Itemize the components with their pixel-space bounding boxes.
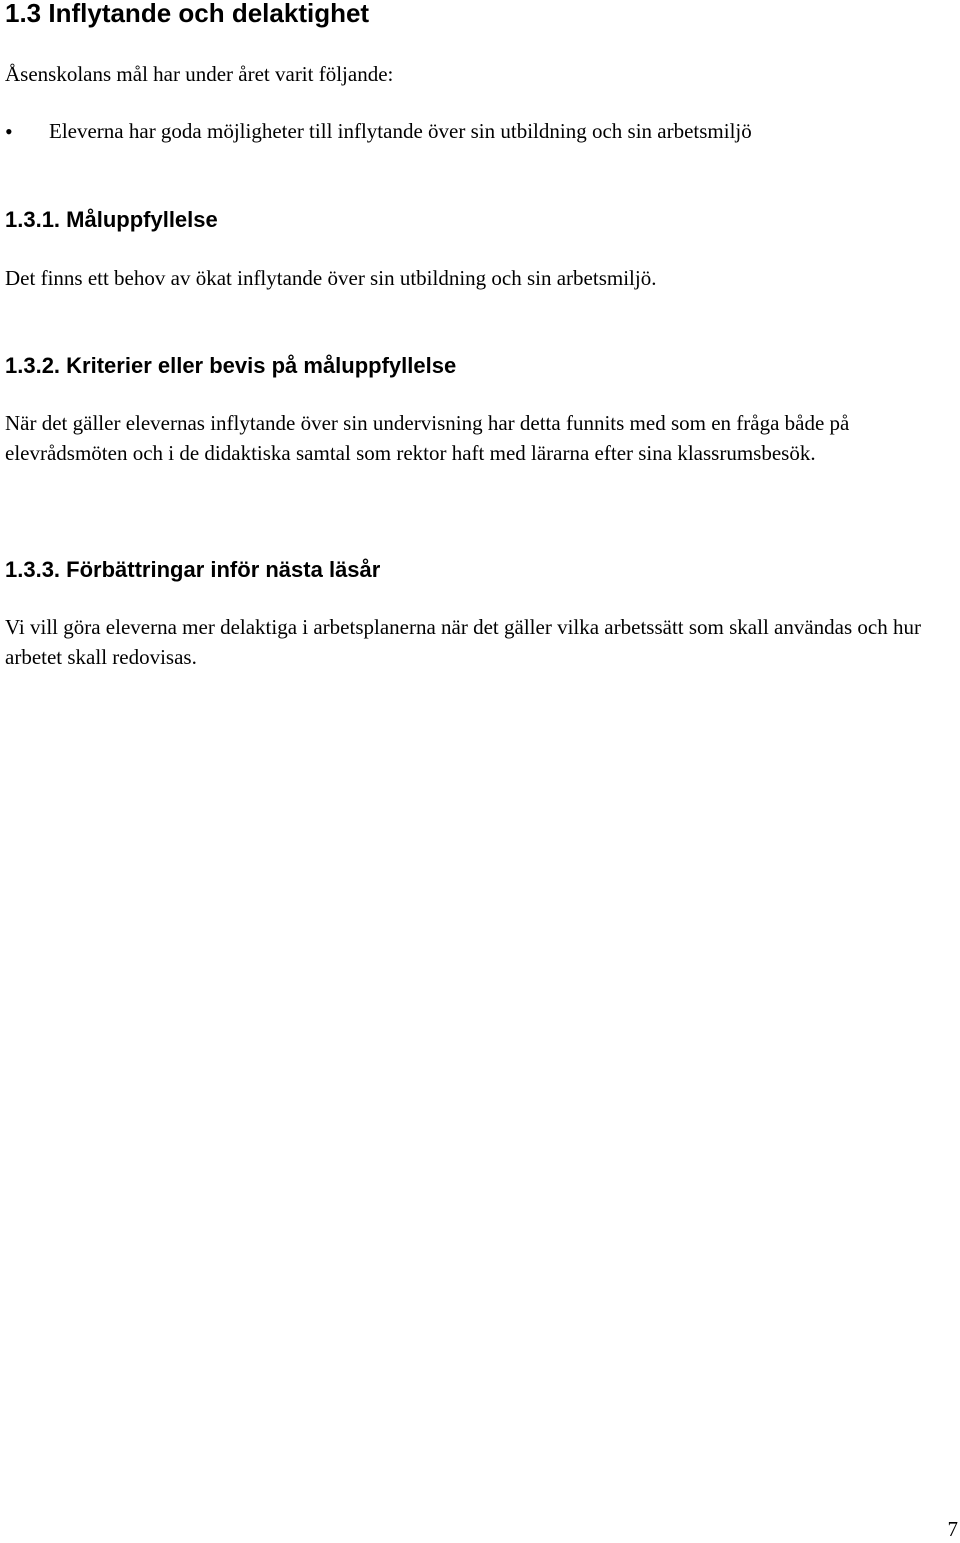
subsection-title-kriterier: 1.3.2. Kriterier eller bevis på måluppfyllelse <box>5 353 457 378</box>
bullet-icon: • <box>5 119 13 144</box>
page-number: 7 <box>947 1517 958 1541</box>
subsection-title-maluppfyllelse: 1.3.1. Måluppfyllelse <box>5 207 218 232</box>
section-title: 1.3 Inflytande och delaktighet <box>5 0 370 28</box>
section-intro: Åsenskolans mål har under året varit följande: <box>5 62 394 86</box>
subsection-title-forbattringar: 1.3.3. Förbättringar inför nästa läsår <box>5 557 381 582</box>
subsection-text-kriterier: När det gäller elevernas inflytande över sin undervisning har detta funnits med som en fråga både på elevrådsmöten och i de didaktiska samtal som rektor haft med lärarna efter sina klassrumsbesök. <box>5 411 850 465</box>
goal-text: Eleverna har goda möjligheter till inflytande över sin utbildning och sin arbetsmiljö <box>49 119 752 143</box>
subsection-text-maluppfyllelse: Det finns ett behov av ökat inflytande över sin utbildning och sin arbetsmiljö. <box>5 266 657 290</box>
subsection-text-forbattringar: Vi vill göra eleverna mer delaktiga i arbetsplanerna när det gäller vilka arbetssätt som skall användas och hur arbetet skall redovisas. <box>5 615 921 669</box>
